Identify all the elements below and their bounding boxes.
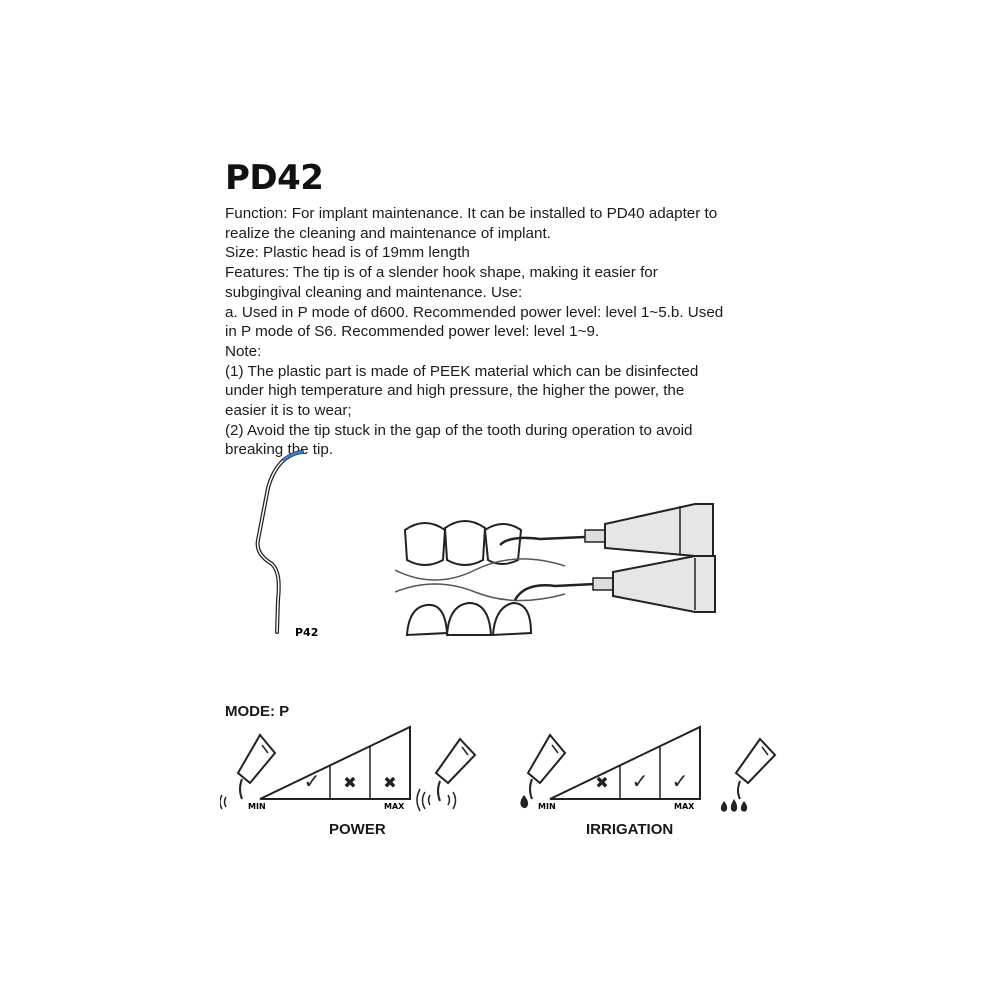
handpiece-max-icon [417, 739, 475, 811]
description-line: breaking the tip. [225, 441, 334, 459]
power-max-label: MAX [384, 802, 405, 811]
description-line: (1) The plastic part is made of PEEK material which can be disinfected [225, 362, 699, 380]
power-cell-2: ✖ [343, 773, 357, 792]
irrigation-max-label: MAX [674, 802, 695, 811]
description-line: easier it is to wear; [225, 402, 352, 420]
mode-label: MODE: P [225, 703, 290, 720]
description-line: Features: The tip is of a slender hook shape, making it easier for [225, 264, 658, 282]
tip-illustration [240, 440, 350, 640]
description-line: Note: [225, 342, 262, 360]
irrigation-min-label: MIN [538, 802, 556, 811]
description-line: under high temperature and high pressure, the higher the power, the [225, 382, 685, 400]
drops-icon [721, 799, 747, 812]
power-caption: POWER [329, 821, 386, 838]
power-chart [220, 725, 490, 825]
drop-icon [520, 795, 528, 808]
description-line: Size: Plastic head is of 19mm length [225, 244, 470, 262]
power-cell-3: ✖ [383, 773, 397, 792]
irrigation-cell-1: ✖ [595, 773, 609, 792]
description-line: a. Used in P mode of d600. Recommended power level: level 1~5.b. Used [225, 303, 724, 321]
irrigation-cell-3: ✓ [671, 769, 689, 793]
description [225, 204, 785, 460]
power-min-label: MIN [248, 802, 266, 811]
description-line: (2) Avoid the tip stuck in the gap of the tooth during operation to avoid [225, 421, 693, 439]
tip-shape [258, 452, 302, 632]
irrigation-chart [510, 725, 780, 825]
irrigation-caption: IRRIGATION [586, 821, 674, 838]
power-cell-1: ✓ [303, 769, 321, 793]
description-line: in P mode of S6. Recommended power level: level 1~9. [225, 323, 600, 341]
handpiece-max-icon [721, 739, 775, 812]
mouth-illustration [395, 490, 740, 640]
tip-label: P42 [295, 626, 319, 639]
description-line: subgingival cleaning and maintenance. Use: [225, 283, 523, 301]
description-line: Function: For implant maintenance. It can be installed to PD40 adapter to [225, 205, 718, 222]
irrigation-cell-2: ✓ [631, 769, 649, 793]
page-title: PD42 [225, 158, 324, 198]
description-line: realize the cleaning and maintenance of implant. [225, 224, 551, 242]
